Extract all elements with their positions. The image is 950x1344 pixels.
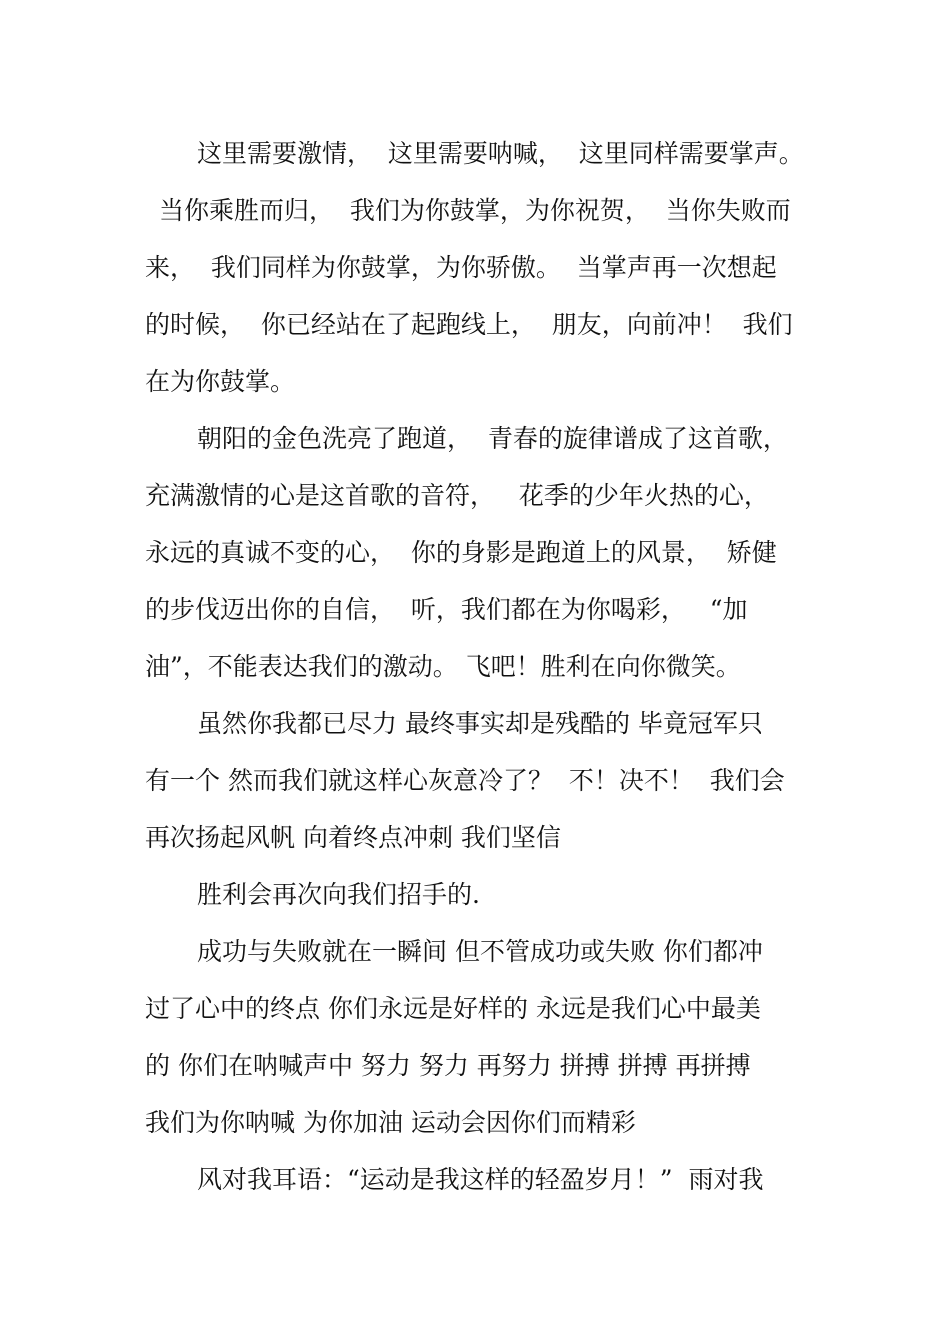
text-line: 的步伐迈出你的自信， 听，我们都在为你喝彩， “加 (145, 595, 748, 624)
text-line: 成功与失败就在一瞬间 但不管成功或失败 你们都冲 (197, 937, 763, 966)
text-line: 再次扬起风帆 向着终点冲刺 我们坚信 (145, 823, 561, 852)
text-line: 当你乘胜而归， 我们为你鼓掌，为你祝贺， 当你失败而 (159, 196, 791, 225)
text-line: 油”，不能表达我们的激动。 飞吧！胜利在向你微笑。 (145, 652, 741, 681)
text-line: 虽然你我都已尽力 最终事实却是残酷的 毕竟冠军只 (197, 709, 763, 738)
text-line: 朝阳的金色洗亮了跑道， 青春的旋律谱成了这首歌， (197, 424, 788, 453)
text-line: 过了心中的终点 你们永远是好样的 永远是我们心中最美 (145, 994, 761, 1023)
text-line: 胜利会再次向我们招手的. (197, 880, 480, 909)
text-line: 的 你们在呐喊声中 努力 努力 再努力 拼搏 拼搏 再拼搏 (145, 1051, 751, 1080)
text-line: 来， 我们同样为你鼓掌，为你骄傲。 当掌声再一次想起 (145, 253, 777, 282)
text-line: 的时候， 你已经站在了起跑线上， 朋友，向前冲！ 我们 (145, 310, 793, 339)
text-line: 有一个 然而我们就这样心灰意冷了？ 不！决不！ 我们会 (145, 766, 785, 795)
text-line: 这里需要激情， 这里需要呐喊， 这里同样需要掌声。 (197, 139, 804, 168)
text-line: 在为你鼓掌。 (145, 367, 296, 396)
text-line: 充满激情的心是这首歌的音符， 花季的少年火热的心， (145, 481, 769, 510)
text-line: 风对我耳语：“运动是我这样的轻盈岁月！” 雨对我 (197, 1165, 764, 1194)
text-line: 永远的真诚不变的心， 你的身影是跑道上的风景， 矫健 (145, 538, 777, 567)
text-line: 我们为你呐喊 为你加油 运动会因你们而精彩 (145, 1108, 636, 1137)
